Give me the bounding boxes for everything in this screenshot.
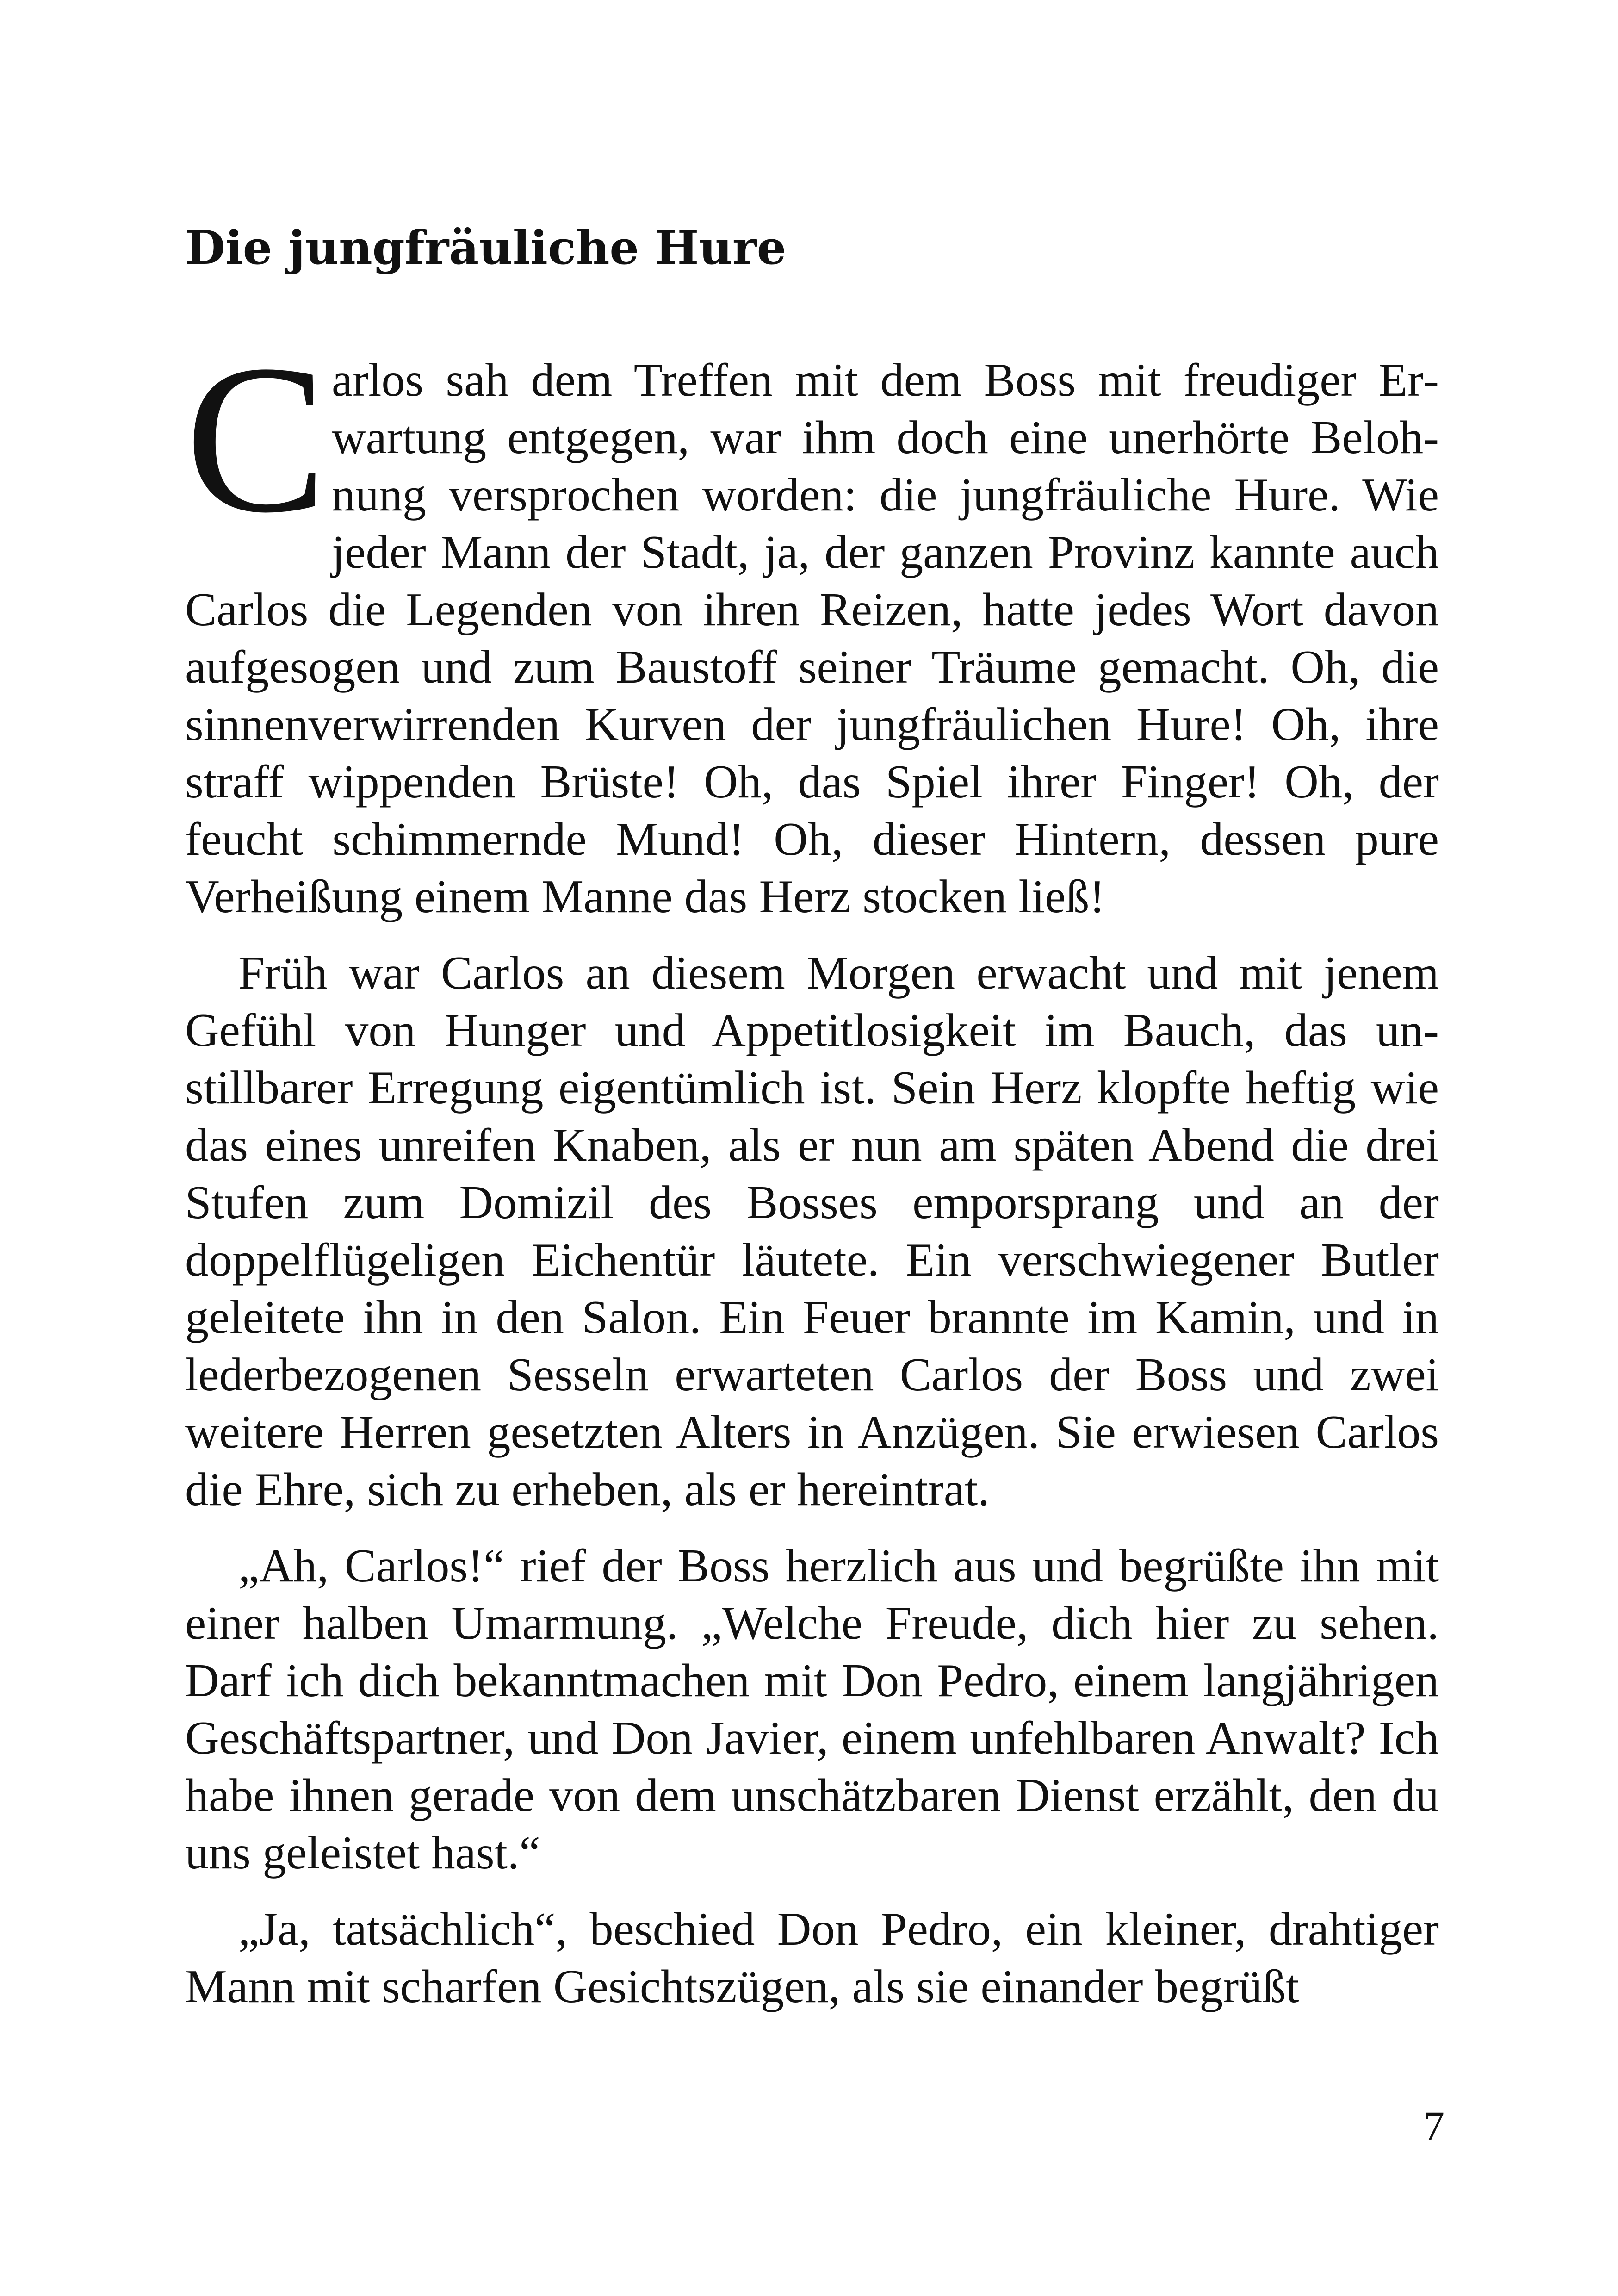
- paragraph-2: Früh war Carlos an diesem Morgen erwacht und mit jenem Gefühl von Hunger und Appetitlosigkeit im Bauch, das unstillbarer Erregung eigentümlich ist. Sein Herz klopfte heftig wie das eines unreifen Knaben, als er nun am späten Abend die drei Stufen zum Domizil des Bosses emporsprang und an der doppelflügeligen Eichentür läutete. Ein verschwiegener Butler geleitete ihn in den Salon. Ein Feuer brannte im Kamin, und in lederbezogenen Sesseln erwarteten Carlos der Boss und zwei weitere Herren gesetzten Alters in Anzügen. Sie erwiesen Carlos die Ehre, sich zu erheben, als er hereintrat.: [185, 947, 1439, 1516]
- paragraph-1-text: arlos sah dem Treffen mit dem Boss mit freudiger Erwartung entgegen, war ihm doch eine unerhörte Belohnung versprochen worden: die jungfräuliche Hure. Wie jeder Mann der Stadt, ja, der ganzen Provinz kannte auch Carlos die Legenden von ihren Reizen, hatte jedes Wort davon aufgesogen und zum Baustoff seiner Träume gemacht. Oh, die sinnenverwirrenden Kurven der jungfräulichen Hure! Oh, ihre straff wippenden Brüste! Oh, das Spiel ihrer Finger! Oh, der feucht schimmernde Mund! Oh, dieser Hintern, dessen pure Verheißung einem Manne das Herz stocken ließ!: [185, 354, 1439, 923]
- paragraph-4: „Ja, tatsächlich“, beschied Don Pedro, ein kleiner, drahtiger Mann mit scharfen Gesichtszügen, als sie einander begrüßt: [185, 1903, 1439, 2013]
- body-text: [185, 321, 1439, 2035]
- paragraph-3: „Ah, Carlos!“ rief der Boss herzlich aus und begrüßte ihn mit einer halben Umarmung. „Welche Freude, dich hier zu sehen. Darf ich dich bekanntmachen mit Don Pedro, einem langjährigen Geschäftspartner, und Don Javier, einem unfehlbaren Anwalt? Ich habe ihnen gerade von dem unschätzbaren Dienst erzählt, den du uns geleistet hast.“: [185, 1540, 1439, 1879]
- paragraph-1: [185, 321, 1439, 926]
- chapter-title: Die jungfräuliche Hure: [185, 220, 787, 275]
- drop-cap: C: [185, 321, 327, 557]
- page-number: 7: [1424, 2103, 1444, 2149]
